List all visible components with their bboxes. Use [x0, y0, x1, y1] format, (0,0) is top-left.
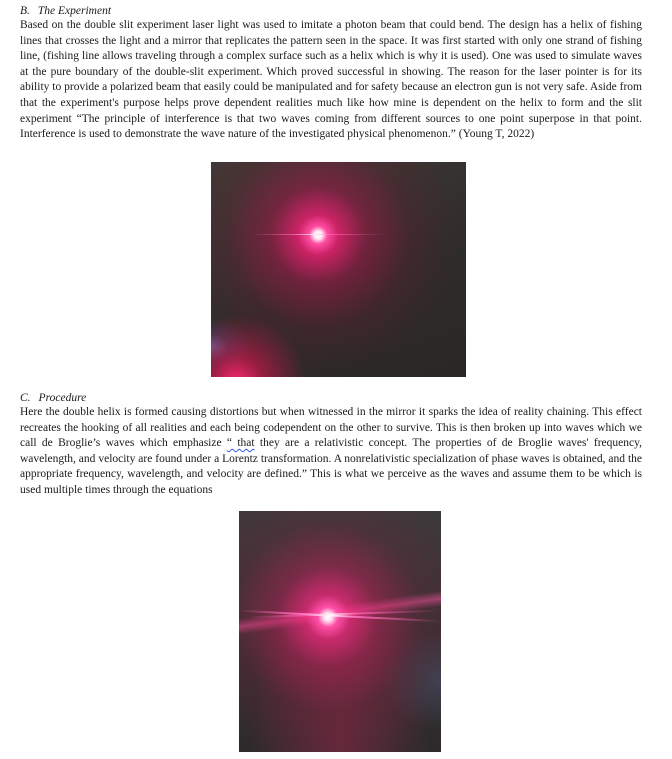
section-c-heading — [20, 391, 642, 405]
section-c-text-after: they are a relativistic concept. The properties of de Broglie waves' frequency, wavelength, and velocity are found under a Lorentz transformation. A nonrelativistic specialization of phase waves is obtained, and the appropriate frequency, wavelength, and velocity are defined.” This is what we perceive as the waves and assume them to be which is used multiple times through the equations — [20, 437, 642, 496]
laser-flare — [251, 234, 386, 235]
section-c-text-before: Here the double helix is formed causing distortions but when witnessed in the mirror it sparks the idea of reality chaining. This effect recreates the hooking of all realities and each being codependent on the other to survive. This is then broken up into waves which we call de Broglie’s waves which emphasize — [20, 406, 642, 450]
section-b-letter: B. — [20, 5, 30, 17]
spellcheck-flagged-word[interactable]: “ that — [226, 437, 255, 450]
section-c-block — [20, 391, 642, 499]
laser-photo-single-strand — [211, 162, 466, 377]
laser-photo-double-helix — [239, 511, 441, 752]
section-b-title: The Experiment — [37, 5, 112, 17]
section-c-letter: C. — [20, 392, 31, 404]
section-b-heading — [20, 4, 642, 18]
document-page — [20, 4, 642, 143]
section-c-paragraph — [20, 405, 642, 499]
section-c-title: Procedure — [38, 392, 87, 404]
section-b-paragraph: Based on the double slit experiment laser light was used to imitate a photon beam that could bend. The design has a helix of fishing lines that crosses the light and a mirror that replicates the pattern seen in the space. It was first started with only one strand of fishing line, (fishing line allows traveling through a complex surface such as a helix which is why it is used). One was used to simulate waves at the pure boundary of the double-slit experiment. Which proved successful in showing. The reason for the laser pointer is for its ability to provide a polarized beam that easily could be manipulated and for safety because an electron gun is not very safe. Aside from that the experiment's purpose helps prove dependent realities much like how mine is dependent on the helix to form and the slit experiment “The principle of interference is that two waves coming from different sources to one point superpose in that point. Interference is used to demonstrate the wave nature of the investigated physical phenomenon.” (Young T, 2022) — [20, 19, 642, 141]
